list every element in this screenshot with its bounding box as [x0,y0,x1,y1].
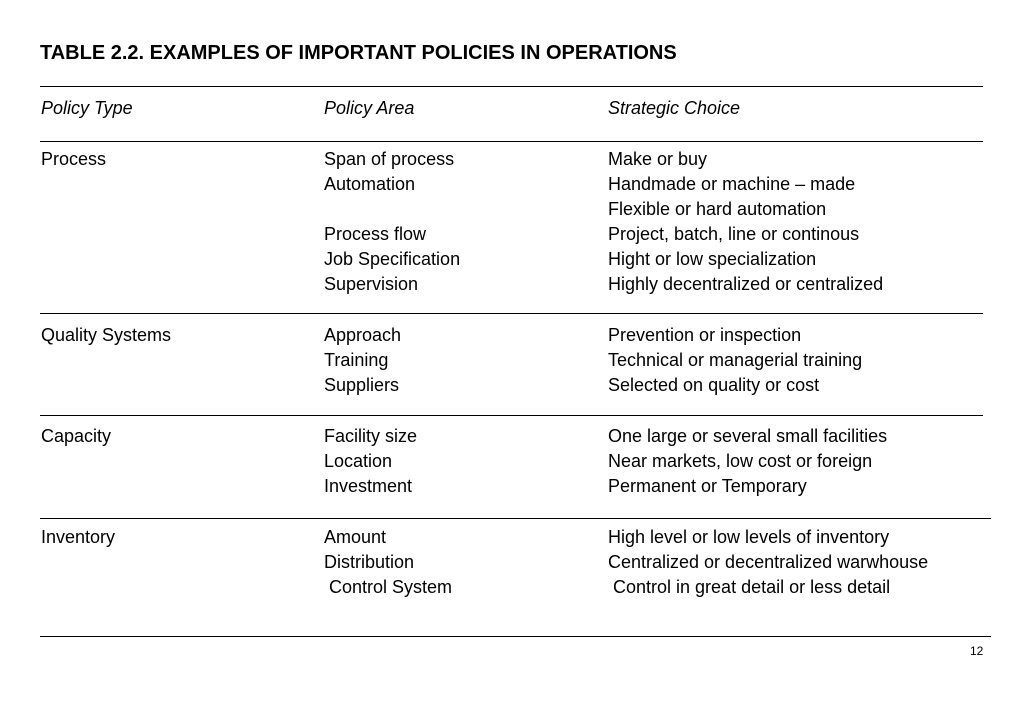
policy-area-cell: Amount [324,527,387,547]
header-policy-type: Policy Type [41,98,133,118]
policy-area-cell: Supervision [324,274,419,294]
policy-area-cell: Training [324,350,389,370]
table-title: TABLE 2.2. EXAMPLES OF IMPORTANT POLICIES IN OPERATIONS [40,42,677,64]
header-strategic-choice: Strategic Choice [608,98,741,118]
strategic-choice-cell: Project, batch, line or continous [608,224,860,244]
policy-area-cell: Investment [324,476,413,496]
strategic-choice-cell: Technical or managerial training [608,350,863,370]
policy-area-cell: Distribution [324,552,415,572]
policy-area-cell: Control System [329,577,453,597]
strategic-choice-cell: Permanent or Temporary [608,476,807,496]
table-bottom-rule [40,636,991,637]
policy-area-cell: Facility size [324,426,418,446]
group-divider-rule [40,518,991,519]
policy-area-cell: Suppliers [324,375,400,395]
strategic-choice-cell: High level or low levels of inventory [608,527,890,547]
strategic-choice-cell: Near markets, low cost or foreign [608,451,873,471]
header-policy-area: Policy Area [324,98,415,118]
policy-type-quality-systems: Quality Systems [41,325,172,345]
policy-area-cell: Job Specification [324,249,461,269]
page-number: 12 [970,644,984,658]
policy-area-cell: Location [324,451,393,471]
strategic-choice-cell: Prevention or inspection [608,325,802,345]
policy-type-capacity: Capacity [41,426,112,446]
policy-area-cell: Process flow [324,224,427,244]
header-bottom-rule [40,141,983,142]
strategic-choice-cell: Control in great detail or less detail [613,577,891,597]
policy-area-cell: Span of process [324,149,455,169]
strategic-choice-cell: Make or buy [608,149,708,169]
policy-type-process: Process [41,149,107,169]
policy-area-cell: Approach [324,325,402,345]
strategic-choice-cell: Centralized or decentralized warwhouse [608,552,929,572]
strategic-choice-cell: One large or several small facilities [608,426,888,446]
group-divider-rule [40,415,983,416]
policy-type-inventory: Inventory [41,527,116,547]
group-divider-rule [40,313,983,314]
header-top-rule [40,86,983,87]
strategic-choice-cell: Selected on quality or cost [608,375,820,395]
strategic-choice-cell: Hight or low specialization [608,249,817,269]
strategic-choice-cell: Highly decentralized or centralized [608,274,884,294]
strategic-choice-cell: Handmade or machine – made [608,174,856,194]
strategic-choice-cell: Flexible or hard automation [608,199,827,219]
policy-area-cell: Automation [324,174,416,194]
